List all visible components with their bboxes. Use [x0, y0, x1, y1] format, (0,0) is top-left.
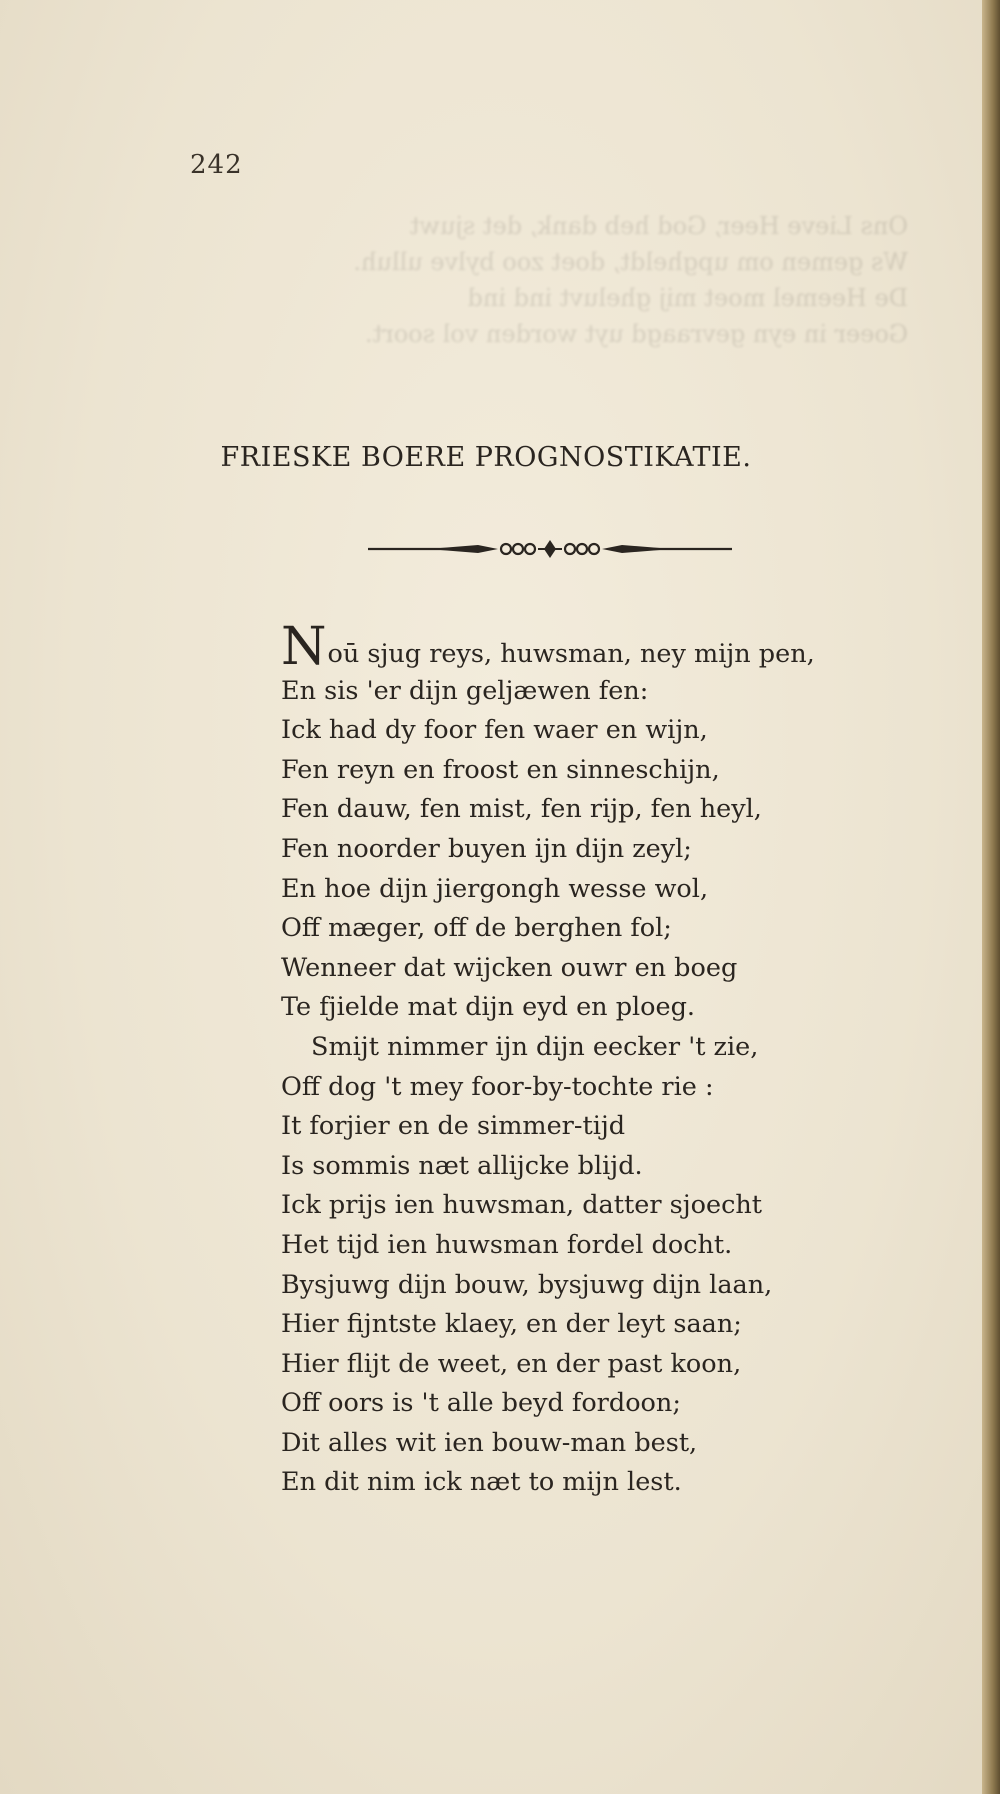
poem — [281, 617, 841, 1503]
poem-line: Is sommis næt allijcke blijd. — [281, 1150, 643, 1181]
poem-line: Off oors is 't alle beyd fordoon; — [281, 1388, 681, 1419]
poem-line: Smijt nimmer ijn dijn eecker 't zie, — [311, 1031, 759, 1062]
poem-line: It forjier en de simmer-tijd — [281, 1111, 626, 1142]
poem-line: Hier flijt de weet, en der past koon, — [281, 1348, 742, 1379]
poem-line: Te fjielde mat dijn eyd en ploeg. — [281, 992, 696, 1023]
drop-cap: N — [281, 617, 327, 677]
bleed-line: Ons Lieve Heer, God heb dank, det sjuwt — [409, 212, 908, 240]
poem-line: Wenneer dat wijcken ouwr en boeg — [281, 952, 738, 983]
poem-line: Off mæger, off de berghen fol; — [281, 913, 672, 944]
ornament-divider — [368, 538, 732, 560]
poem-line: Dit alles wit ien bouw-man best, — [281, 1427, 698, 1458]
bleed-line: Ws gemen om upgheldt, doet zoo bylve ulluh. — [353, 248, 908, 276]
chapter-title: FRIESKE BOERE PROGNOSTIKATIE. — [220, 442, 752, 473]
poem-line: Bysjuwg dijn bouw, bysjuwg dijn laan, — [281, 1269, 773, 1300]
poem-line: Off dog 't mey foor-by-tochte rie : — [281, 1071, 714, 1102]
poem-line: En dit nim ick næt to mijn lest. — [281, 1467, 682, 1498]
page-number: 242 — [190, 150, 243, 180]
poem-line-text: oū sjug reys, huwsman, ney mijn pen, — [327, 639, 815, 669]
chapter-title-wrap — [0, 442, 1000, 473]
bleed-line: De Heemel moet mij gheluvt ind ind — [467, 284, 908, 312]
bleed-through-text — [268, 208, 908, 352]
poem-line: Het tijd ien huwsman fordel docht. — [281, 1229, 733, 1260]
poem-line — [281, 617, 841, 677]
poem-line: En hoe dijn jiergongh wesse wol, — [281, 873, 709, 904]
bleed-line: Goeer in eyn gevraagd uyt worden vol soort. — [365, 320, 908, 348]
poem-line: Ick had dy foor fen waer en wijn, — [281, 715, 708, 746]
poem-line: Hier fijntste klaey, en der leyt saan; — [281, 1309, 742, 1340]
page-edge — [982, 0, 1000, 1794]
poem-line: Ick prijs ien huwsman, datter sjoecht — [281, 1190, 763, 1221]
poem-line: Fen noorder buyen ijn dijn zeyl; — [281, 833, 692, 864]
poem-line: En sis 'er dijn geljæwen fen: — [281, 675, 649, 706]
poem-line: Fen dauw, fen mist, fen rijp, fen heyl, — [281, 794, 762, 825]
poem-line: Fen reyn en froost en sinneschijn, — [281, 754, 720, 785]
